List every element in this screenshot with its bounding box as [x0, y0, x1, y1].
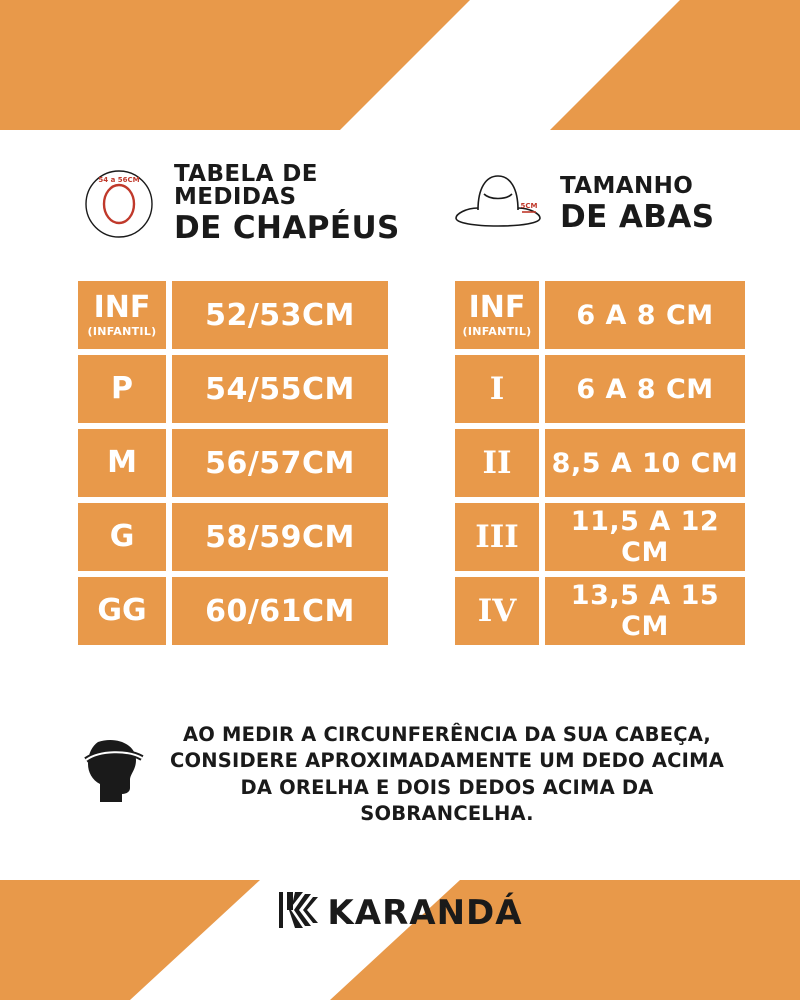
table-cell-size: [455, 281, 539, 349]
hat-brim-icon: [450, 164, 546, 243]
table-cell-value: 52/53CM: [172, 281, 388, 349]
table-cell-size-sublabel: (INFANTIL): [87, 325, 157, 338]
table-cell-value: 54/55CM: [172, 355, 388, 423]
svg-text:5CM: 5CM: [520, 202, 538, 210]
heading-hat-sizes: [78, 160, 408, 247]
measuring-note-text: AO MEDIR A CIRCUNFERÊNCIA DA SUA CABEÇA, CONSIDERE APROXIMADAMENTE UM DEDO ACIMA DA ORELHA E DOIS DEDOS ACIMA DA SOBRANCELHA.: [170, 723, 724, 825]
brim-size-table: [455, 281, 745, 645]
brand-logo-text: KARANDÁ: [327, 892, 523, 933]
table-row: [455, 503, 745, 571]
table-row: [455, 355, 745, 423]
heading-brim-sizes: [450, 160, 770, 247]
table-cell-size-label: III: [475, 518, 519, 555]
decorative-corner-top-left: [0, 0, 470, 130]
hat-size-table: [78, 281, 388, 645]
table-cell-size: [78, 355, 166, 423]
table-row: [78, 577, 388, 645]
headings-row: [0, 160, 800, 247]
heading-hat-sizes-line2: DE CHAPÉUS: [174, 210, 400, 246]
heading-brim-sizes-line2: DE ABAS: [560, 198, 715, 235]
table-cell-size: [78, 281, 166, 349]
table-row: [78, 429, 388, 497]
table-cell-size-label: INF: [468, 290, 526, 325]
table-cell-size-label: G: [109, 519, 135, 554]
heading-hat-sizes-line1: TABELA DE MEDIDAS: [174, 161, 318, 210]
table-cell-size-label: INF: [93, 290, 151, 325]
table-row: [78, 503, 388, 571]
table-cell-size: [78, 503, 166, 571]
heading-brim-sizes-text: [560, 172, 715, 235]
table-cell-size: [78, 429, 166, 497]
table-cell-size-label: IV: [477, 592, 517, 629]
heading-brim-sizes-line1: TAMANHO: [560, 172, 694, 199]
table-cell-value: 8,5 A 10 CM: [545, 429, 745, 497]
table-cell-size: [78, 577, 166, 645]
svg-text:54 a 56CM: 54 a 56CM: [98, 176, 140, 184]
table-cell-size: [455, 355, 539, 423]
table-cell-size-label: II: [482, 444, 512, 481]
table-cell-value: 58/59CM: [172, 503, 388, 571]
table-row: [455, 281, 745, 349]
table-cell-value: 11,5 A 12 CM: [545, 503, 745, 571]
heading-hat-sizes-text: [174, 163, 408, 244]
table-row: [78, 281, 388, 349]
table-cell-value: 13,5 A 15 CM: [545, 577, 745, 645]
table-cell-size-label: GG: [97, 593, 147, 628]
table-cell-size: [455, 577, 539, 645]
table-cell-size-sublabel: (INFANTIL): [462, 325, 532, 338]
brand-logo: [0, 888, 800, 937]
measuring-note: [78, 722, 728, 827]
hat-circumference-icon: [78, 160, 160, 247]
table-cell-size-label: I: [489, 370, 505, 407]
table-cell-value: 6 A 8 CM: [545, 355, 745, 423]
decorative-corner-top-right: [550, 0, 800, 130]
table-row: [78, 355, 388, 423]
table-cell-value: 6 A 8 CM: [545, 281, 745, 349]
table-cell-size-label: P: [111, 371, 133, 406]
table-row: [455, 577, 745, 645]
table-cell-value: 60/61CM: [172, 577, 388, 645]
table-cell-value: 56/57CM: [172, 429, 388, 497]
table-row: [455, 429, 745, 497]
table-cell-size: [455, 503, 539, 571]
table-cell-size: [455, 429, 539, 497]
karanda-logo-mark-icon: [277, 888, 323, 937]
head-measure-icon: [78, 726, 150, 811]
table-cell-size-label: M: [107, 445, 137, 480]
